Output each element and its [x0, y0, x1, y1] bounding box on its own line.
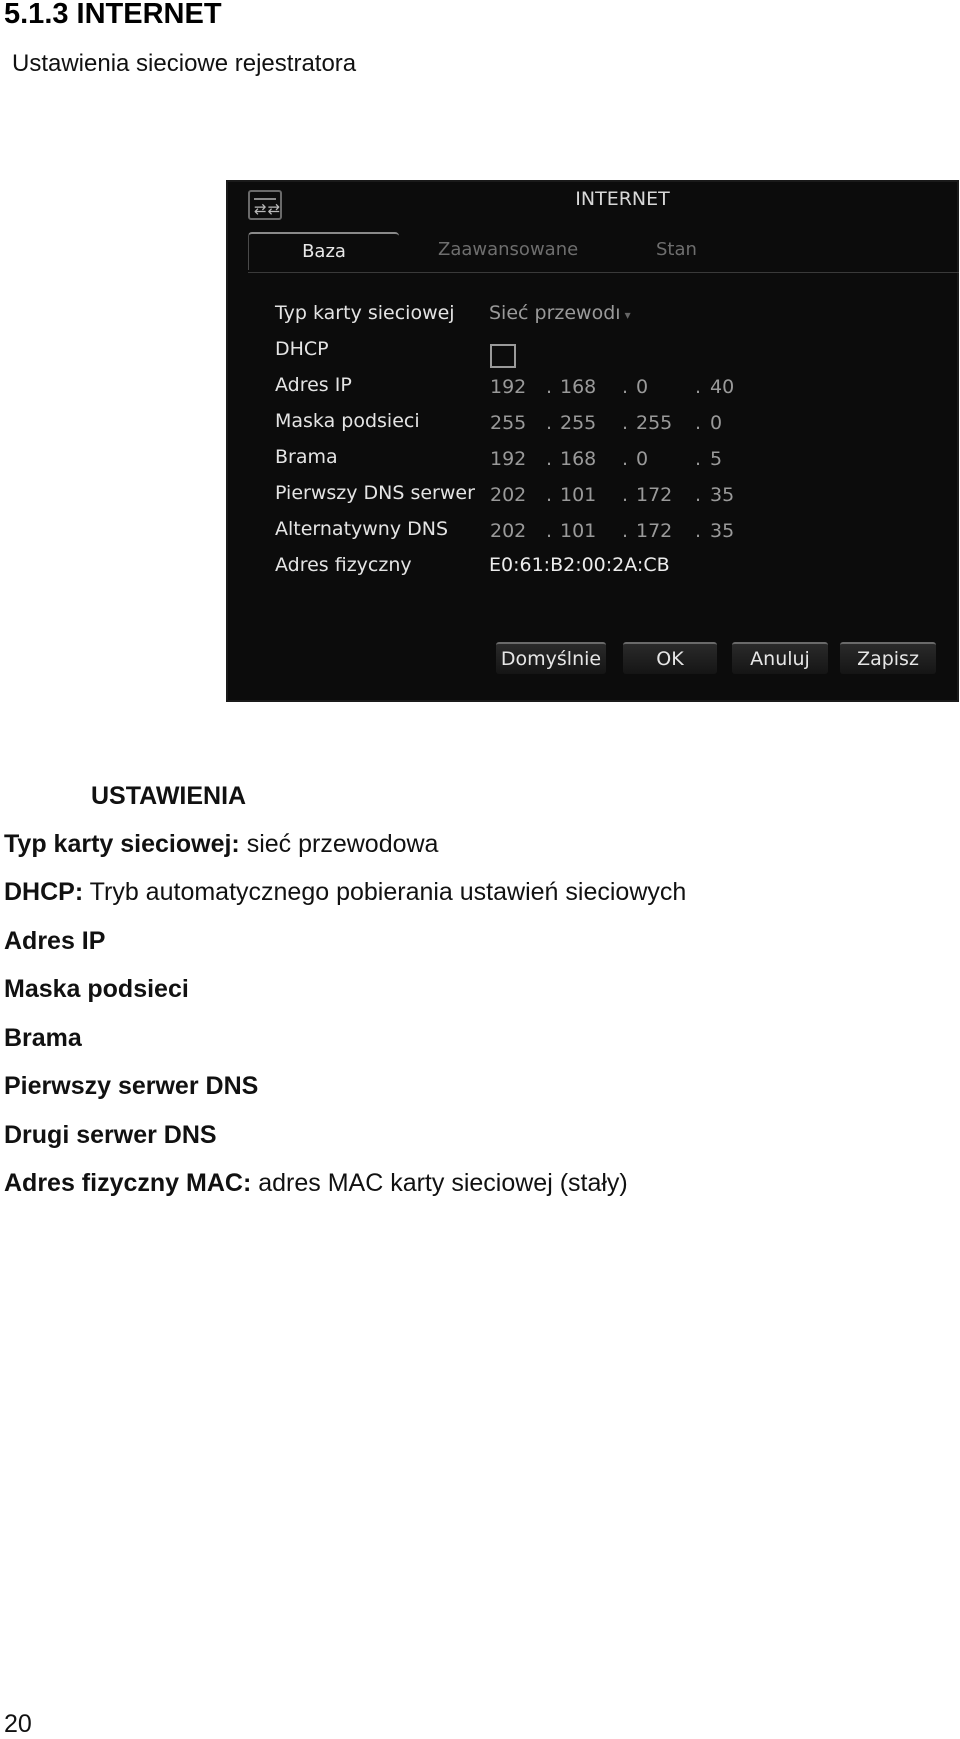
nic-type-dropdown[interactable] — [489, 302, 631, 324]
settings-item-mac — [4, 1169, 628, 1198]
ip-octet-1[interactable]: 192 — [490, 376, 527, 398]
settings-term: Pierwszy serwer DNS — [4, 1072, 259, 1100]
settings-item-mask — [4, 975, 189, 1004]
ip-octet-2[interactable]: 168 — [560, 376, 597, 398]
nic-type-label: Typ karty sieciowej — [275, 302, 455, 324]
ip-address-label: Adres IP — [275, 374, 352, 396]
subnet-mask-label: Maska podsieci — [275, 410, 420, 432]
section-subtitle: Ustawienia sieciowe rejestratora — [12, 50, 357, 77]
gateway-octet-4[interactable]: 5 — [710, 448, 723, 470]
window-title: INTERNET — [575, 188, 670, 210]
settings-term: Adres fizyczny MAC: — [4, 1169, 252, 1197]
ip-address-field[interactable]: 192 . 168 . 0 . 40 — [490, 376, 735, 398]
dns1-octet-2[interactable]: 101 — [560, 484, 597, 506]
settings-term: Maska podsieci — [4, 975, 189, 1003]
nic-type-value: Sieć przewodı — [489, 302, 621, 324]
default-button[interactable]: Domyślnie — [496, 642, 606, 674]
dns2-octet-1[interactable]: 202 — [490, 520, 527, 542]
mask-octet-1[interactable]: 255 — [490, 412, 527, 434]
section-heading: 5.1.3 INTERNET — [4, 0, 222, 30]
settings-text: sieć przewodowa — [239, 830, 439, 858]
settings-term: DHCP: — [4, 878, 84, 906]
primary-dns-field[interactable]: 202 . 101 . 172 . 35 — [490, 484, 735, 506]
mac-address-value: E0:61:B2:00:2A:CB — [489, 554, 670, 576]
settings-item-dns1 — [4, 1072, 258, 1101]
settings-item-dhcp — [4, 878, 686, 907]
gateway-octet-3[interactable]: 0 — [636, 448, 649, 470]
tab-divider — [248, 272, 959, 273]
alternate-dns-label: Alternatywny DNS — [275, 518, 449, 540]
gateway-label: Brama — [275, 446, 338, 468]
subnet-mask-field[interactable]: 255 . 255 . 255 . 0 — [490, 412, 723, 434]
settings-term: Typ karty sieciowej: — [4, 830, 240, 858]
ip-octet-4[interactable]: 40 — [710, 376, 735, 398]
primary-dns-label: Pierwszy DNS serwer — [275, 482, 475, 504]
mask-octet-2[interactable]: 255 — [560, 412, 597, 434]
gateway-field[interactable]: 192 . 168 . 0 . 5 — [490, 448, 723, 470]
cancel-button[interactable]: Anuluj — [732, 642, 828, 674]
settings-item-dns2 — [4, 1121, 217, 1150]
ip-octet-3[interactable]: 0 — [636, 376, 649, 398]
settings-item-ip — [4, 927, 105, 956]
tab-stan[interactable]: Stan — [656, 239, 697, 260]
dvr-network-settings-screenshot — [226, 180, 959, 702]
settings-text: adres MAC karty sieciowej (stały) — [251, 1169, 628, 1197]
mask-octet-3[interactable]: 255 — [636, 412, 673, 434]
settings-heading: USTAWIENIA — [91, 782, 247, 810]
tab-baza[interactable]: Baza — [248, 232, 399, 270]
settings-term: Drugi serwer DNS — [4, 1121, 217, 1149]
settings-term: Adres IP — [4, 927, 106, 955]
alternate-dns-field[interactable]: 202 . 101 . 172 . 35 — [490, 520, 735, 542]
mac-address-label: Adres fizyczny — [275, 554, 412, 576]
settings-text: Tryb automatycznego pobierania ustawień sieciowych — [83, 878, 687, 906]
dropdown-arrow-icon: ▾ — [624, 308, 631, 322]
settings-item-gateway — [4, 1024, 82, 1053]
ok-button[interactable]: OK — [623, 642, 717, 674]
tab-zaawansowane[interactable]: Zaawansowane — [438, 239, 579, 260]
page-number: 20 — [4, 1710, 32, 1738]
dns1-octet-4[interactable]: 35 — [710, 484, 735, 506]
tab-bar — [248, 232, 949, 272]
settings-item-nic-type — [4, 830, 438, 859]
dns2-octet-2[interactable]: 101 — [560, 520, 597, 542]
gateway-octet-2[interactable]: 168 — [560, 448, 597, 470]
settings-term: Brama — [4, 1024, 82, 1052]
gateway-octet-1[interactable]: 192 — [490, 448, 527, 470]
network-settings-icon[interactable]: ⇄⇄ — [248, 190, 282, 220]
dns2-octet-3[interactable]: 172 — [636, 520, 673, 542]
dns2-octet-4[interactable]: 35 — [710, 520, 735, 542]
dhcp-checkbox[interactable] — [490, 344, 516, 368]
mask-octet-4[interactable]: 0 — [710, 412, 723, 434]
save-button[interactable]: Zapisz — [840, 642, 936, 674]
dns1-octet-1[interactable]: 202 — [490, 484, 527, 506]
dns1-octet-3[interactable]: 172 — [636, 484, 673, 506]
dhcp-label: DHCP — [275, 338, 329, 360]
